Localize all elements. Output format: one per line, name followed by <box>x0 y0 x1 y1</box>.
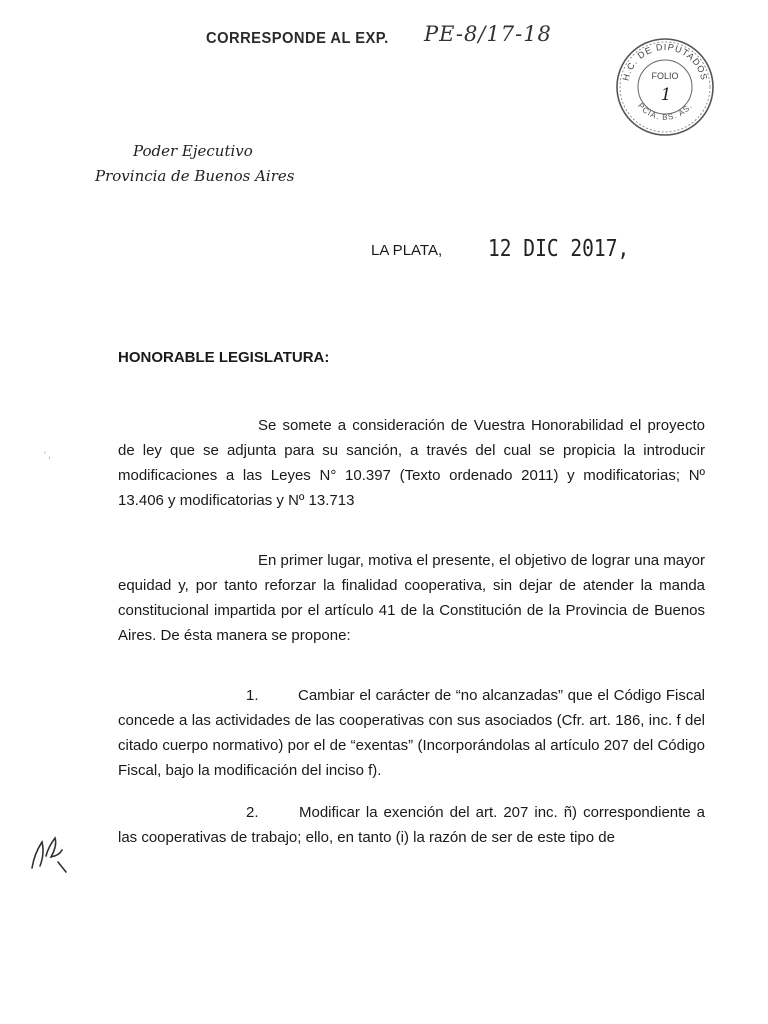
folio-label: FOLIO <box>651 71 679 81</box>
folio-seal <box>614 36 716 138</box>
letterhead-poder-ejecutivo: Poder Ejecutivo <box>133 142 253 160</box>
paragraph-intro: Se somete a consideración de Vuestra Honorabilidad el proyecto de ley que se adjunta para su sanción, a través del cual se propicia la introducir modificaciones a las Leyes N° 10.397 (Texto ordenado 2011) y modificatorias; Nº 13.406 y modificatorias y Nº 13.713 <box>118 417 705 509</box>
seal-ring-text-bottom: PCIA. BS. AS. <box>635 101 695 122</box>
dateline-place: LA PLATA, <box>371 242 443 259</box>
list-item-text: Cambiar el carácter de “no alcanzadas” que el Código Fiscal concede a las actividades de las cooperativas con sus asociados (Cfr. art. 186, inc. f del citado cuerpo normativo) por el de “exentas” (Incorporándolas al artículo 207 del Código Fiscal, bajo la modificación del inciso f). <box>118 687 705 779</box>
seal-ring-text: H.C. DE DIPUTADOS <box>620 41 710 82</box>
list-item <box>118 800 705 850</box>
corresponde-stamp: CORRESPONDE AL EXP. <box>206 30 389 47</box>
date-stamp: 12 DIC 2017, <box>488 236 630 262</box>
margin-mark: ʻ ‚ <box>44 450 51 460</box>
folio-number: 1 <box>660 85 672 105</box>
expediente-number-handwritten: PE-8/17-18 <box>424 22 552 46</box>
list-item <box>118 683 705 783</box>
letterhead-provincia: Provincia de Buenos Aires <box>95 167 295 185</box>
addressee-heading: HONORABLE LEGISLATURA: <box>118 349 330 366</box>
list-item-number: 2. <box>246 804 259 821</box>
paragraph-motivation: En primer lugar, motiva el presente, el objetivo de lograr una mayor equidad y, por tanto reforzar la finalidad cooperativa, sin dejar de atender la manda constitucional impartida por el artículo 41 de la Constitución de la Provincia de Buenos Aires. De ésta manera se propone: <box>118 552 705 644</box>
list-item-text: Modificar la exención del art. 207 inc. ñ) correspondiente a las cooperativas de trabajo; ello, en tanto (i) la razón de ser de este tipo de <box>118 804 705 846</box>
handwritten-initials-mark <box>24 826 74 876</box>
list-item-number: 1. <box>246 687 259 704</box>
